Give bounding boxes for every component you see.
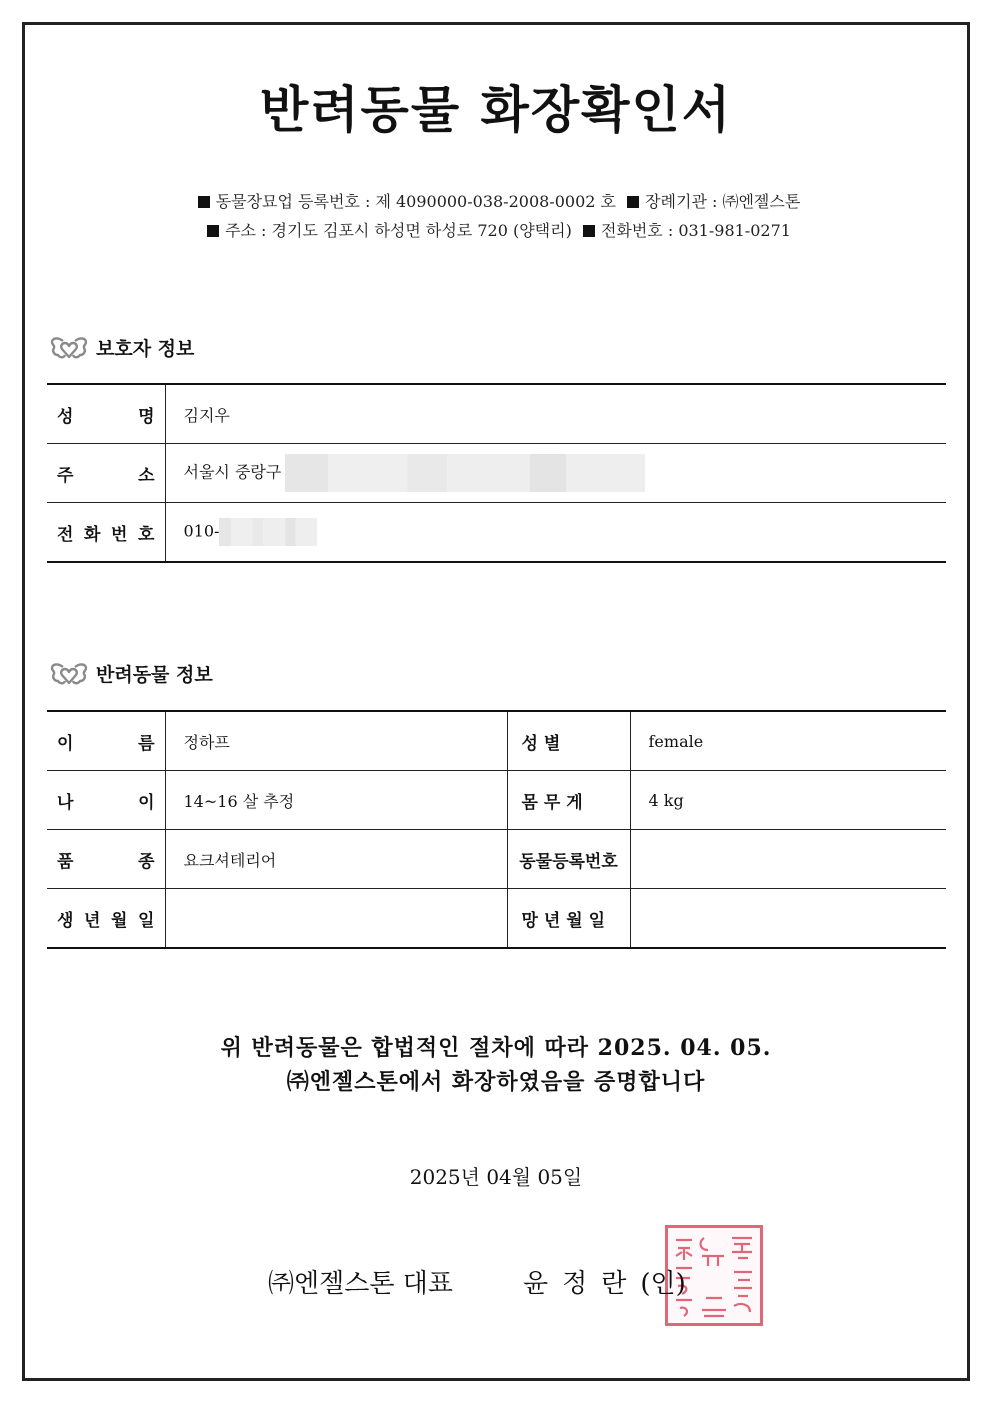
label-char: 번 — [111, 524, 128, 545]
section-title: 보호자 정보 — [96, 338, 195, 360]
angel-wings-heart-icon — [50, 661, 88, 687]
table-row — [47, 711, 946, 771]
document-title: 반려동물 화장확인서 — [259, 81, 733, 139]
pet-name-value: 정하프 — [165, 711, 507, 771]
label-char: 게 — [566, 792, 583, 813]
section-title: 반려동물 정보 — [96, 664, 213, 686]
pet-birth-date-value — [165, 889, 507, 949]
label-char: 종 — [138, 851, 155, 872]
label-char: 화 — [84, 524, 101, 545]
angel-wings-heart-icon — [50, 335, 88, 361]
pet-section-heading — [50, 660, 213, 687]
label-char: 주 — [57, 465, 74, 486]
label-char: 호 — [138, 524, 155, 545]
guardian-section-heading — [50, 334, 194, 361]
label-char: 월 — [566, 910, 583, 931]
label-char: 별 — [543, 733, 561, 754]
square-bullet-icon — [627, 196, 639, 208]
funeral-institution: 장례기관 : ㈜엔젤스톤 — [645, 192, 801, 211]
label-char: 성 — [521, 733, 538, 754]
header-info-line-2 — [0, 218, 992, 241]
table-row — [47, 444, 946, 503]
pet-registration-value — [630, 830, 946, 889]
label-char: 전 — [57, 524, 74, 545]
label-char: 이 — [138, 792, 155, 813]
signature-line — [268, 1263, 686, 1300]
redacted-block — [285, 454, 645, 492]
label-age — [47, 771, 165, 830]
label-char: 명 — [138, 406, 155, 427]
issue-date: 2025년 04월 05일 — [409, 1165, 583, 1189]
pet-breed-value: 요크셔테리어 — [165, 830, 507, 889]
label-char: 름 — [138, 733, 155, 754]
pet-age-value: 14~16 살 추정 — [165, 771, 507, 830]
table-row — [47, 503, 946, 563]
representative-name: 윤정란 — [522, 1269, 641, 1299]
square-bullet-icon — [198, 196, 210, 208]
square-bullet-icon — [207, 225, 219, 237]
label-char: 무 — [543, 792, 561, 813]
table-row — [47, 384, 946, 444]
company-representative-title: ㈜엔젤스톤 대표 — [268, 1269, 453, 1299]
label-char: 월 — [111, 910, 128, 931]
guardian-name-value: 김지우 — [165, 384, 946, 444]
pet-info-table — [47, 710, 946, 949]
guardian-phone-value — [165, 503, 946, 563]
label-address — [47, 444, 165, 503]
seal-mark: (인) — [640, 1269, 686, 1299]
label-char: 나 — [57, 792, 74, 813]
label-char: 이 — [57, 733, 74, 754]
label-char: 일 — [588, 910, 606, 931]
table-row — [47, 771, 946, 830]
certification-statement-line-2: ㈜엔젤스톤에서 화장하였음을 증명합니다 — [286, 1069, 706, 1095]
label-char: 년 — [84, 910, 101, 931]
address: 주소 : 경기도 김포시 하성면 하성로 720 (양택리) — [225, 221, 572, 240]
label-char: 망 — [521, 910, 538, 931]
label-weight — [507, 771, 630, 830]
label-phone — [47, 503, 165, 563]
registration-number: 동물장묘업 등록번호 : 제 4090000-038-2008-0002 호 — [215, 192, 616, 211]
certification-statement-line-1: 위 반려동물은 합법적인 절차에 따라 2025. 04. 05. — [220, 1035, 772, 1061]
label-breed — [47, 830, 165, 889]
pet-death-date-value — [630, 889, 946, 949]
phone-text: 010- — [183, 521, 220, 541]
label-pet-name — [47, 711, 165, 771]
label-birth-date — [47, 889, 165, 949]
label-char: 소 — [138, 465, 155, 486]
label-char: 년 — [543, 910, 561, 931]
header-info-line-1 — [0, 189, 992, 212]
label-char: 일 — [138, 910, 155, 931]
label-char: 생 — [57, 910, 74, 931]
label-name — [47, 384, 165, 444]
table-row — [47, 889, 946, 949]
square-bullet-icon — [583, 225, 595, 237]
guardian-info-table — [47, 383, 946, 563]
table-row — [47, 830, 946, 889]
label-char: 성 — [57, 406, 74, 427]
redacted-block — [219, 518, 317, 546]
label-sex — [507, 711, 630, 771]
address-text: 서울시 중랑구 — [183, 462, 282, 482]
label-char: 몸 — [521, 792, 538, 813]
phone-number: 전화번호 : 031-981-0271 — [600, 221, 791, 240]
pet-sex-value: female — [630, 711, 946, 771]
pet-weight-value: 4 kg — [630, 771, 946, 830]
label-registration-number: 동물등록번호 — [507, 830, 630, 889]
label-char: 품 — [57, 851, 74, 872]
guardian-address-value — [165, 444, 946, 503]
label-death-date — [507, 889, 630, 949]
